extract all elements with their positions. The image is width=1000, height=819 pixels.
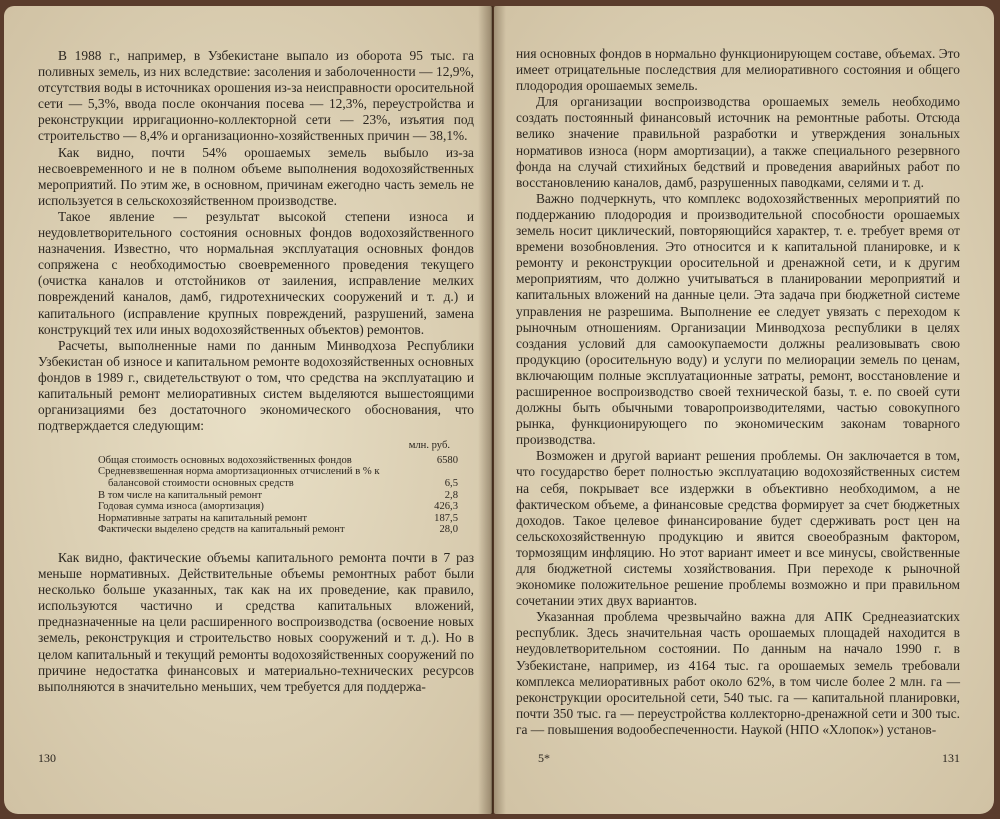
table-row [98, 466, 458, 489]
data-table [98, 440, 458, 536]
table-unit: млн. руб. [408, 440, 450, 452]
right-page [494, 6, 994, 814]
paragraph: Для организации воспроизводства орошаемых земель необходимо создать постоянный финансовый источник на ремонтные работы. Отсюда велико значение правильной разработки и утверждения зональных нормативов износа (норм амортизации), а также специального резервного фонда на случай стихийных бедствий и проведения аварийных работ по восстановлению каналов, дамб, разрушенных паводками, селями и т. д. [516, 94, 960, 190]
row-value: 6,5 [444, 478, 458, 490]
paragraph: ния основных фондов в нормально функционирующем составе, объемах. Это имеет отрицательные последствия для мелиоративного состояния и общего плодородия орошаемых земель. [516, 46, 960, 94]
paragraph: Такое явление — результат высокой степени износа и неудовлетворительного состояния основных фондов водохозяйственного назначения. Известно, что нормальная эксплуатация основных фондов сопряжена с необходимостью своевременного проведения текущего (очистка каналов и отстойников от заиления, исправление мелких повреждений каналов, дамб, гидротехнических сооружений и т. д.) и капитального (исправление крупных повреждений, разрушений, замена конструкций тех или иных водохозяйственных объектов) ремонтов. [38, 208, 474, 337]
row-value: 2,8 [444, 489, 458, 501]
row-label: Общая стоимость основных водохозяйственных фондов [98, 454, 352, 466]
row-value: 28,0 [439, 524, 458, 536]
row-value: 6580 [436, 454, 458, 466]
left-page [4, 6, 492, 814]
paragraph: Как видно, почти 54% орошаемых земель выбыло из-за несвоевременного и не в полном объеме выполнения водохозяйственных мероприятий. По этим же, в основном, причинам ежегодно часть земель не используется в сельскохозяйственном производстве. [38, 144, 474, 208]
paragraph: В 1988 г., например, в Узбекистане выпало из оборота 95 тыс. га поливных земель, из них вследствие: засоления и заболоченности — 12,9%, отсутствия воды в источниках орошения из-за неисправности оросительной сети — 5,3%, ввода после окончания посева — 12,3%, переустройства и реконструкции ирригационно-коллекторной сети — 23%, изъятия под строительство — 8,4% и организационно-хозяйственных причин — 38,1%. [38, 48, 474, 144]
row-value: 187,5 [434, 512, 458, 524]
row-label: Фактически выделено средств на капитальный ремонт [98, 524, 345, 536]
paragraph: Возможен и другой вариант решения проблемы. Он заключается в том, что государство берет полностью эксплуатацию водохозяйственных систем на себя, покрывает все издержки в объективно необходимом, а не фактическом объеме, а финансовые средства формирует за счет бюджетных доходов. Такое целевое финансирование будет сдерживать рост цен на сельскохозяйственную продукцию и явится своеобразным фактором, тормозящим инфляцию. Но этот вариант имеет и все минусы, свойственные для бюджетной системы хозяйствования. При переходе к рыночной экономике положительное решение проблемы возможно и при правильном сочетании этих двух вариантов. [516, 448, 960, 609]
paragraph: Как видно, фактические объемы капитального ремонта почти в 7 раз меньше нормативных. Действительные объемы ремонтных работ были несколько больше указанных, так как на их проведение, как правило, используются частично и средства капитальных вложений, предназначенные на цели расширенного воспроизводства (освоение новых земель, реконструкция и строительство новых сооружений и т. д.). Но в целом капитальный и текущий ремонты водохозяйственных сооружений по причине недостатка финансовых и материально-технических ресурсов выполняются в значительно меньших, чем требуется для поддержа- [38, 550, 474, 694]
table-row [98, 524, 458, 536]
table-row [98, 455, 458, 467]
paragraph: Расчеты, выполненные нами по данным Минводхоза Республики Узбекистан об износе и капитальном ремонте водохозяйственных основных фондов в 1989 г., свидетельствуют о том, что средства на эксплуатацию и капитальный ремонт мелиоративных систем выделяются вышестоящими организациями без достаточного экономического обоснования, что подтверждается следующим: [38, 337, 474, 434]
book-gutter [478, 6, 506, 814]
row-label: В том числе на капитальный ремонт [98, 489, 262, 501]
row-label: Нормативные затраты на капитальный ремонт [98, 512, 308, 524]
row-value: 426,3 [434, 501, 458, 513]
paragraph: Указанная проблема чрезвычайно важна для АПК Среднеазиатских республик. Здесь значительная часть орошаемых площадей находится в неудовлетворительном состоянии. По данным на начало 1990 г. в Узбекистане, например, из 4164 тыс. га орошаемых земель требовали комплекса мелиоративных работ около 62%, в том числе более 2 млн. га — реконструкции оросительной сети, 540 тыс. га — капитальной планировки, почти 350 тыс. га — переустройства коллекторно-дренажной сети и 300 тыс. га — повышения водообеспеченности. Наукой (НПО «Хлопок») установ- [516, 609, 960, 737]
paragraph: Важно подчеркнуть, что комплекс водохозяйственных мероприятий по поддержанию плодородия и производительной способности орошаемых земель носит циклический, повторяющийся характер, т. е. требует время от времени возобновления. Это относится и к капитальной планировке, и к ремонту и реконструкции оросительной и дренажной сети, и к другим мероприятиям, что должно учитываться в планировании мероприятий и капитальных вложений на данные цели. Эта задача при бюджетной системе управления не разрешима. Выполнение ее следует увязать с переходом к рыночным отношениям. Организации Минводхоза республики в целях создания условий для самоокупаемости должны реализовывать свою продукцию (оросительную воду) и услуги по мелиорации земель по ценам, включающим полные эксплуатационные затраты, ремонт, восстановление и расширенное воспроизводство своей технической базы, т. е. по своей сути должны быть обычными товаропроизводителями, частью совокупного рынка, функционирующего по экономическим законам товарного производства. [516, 190, 960, 448]
page-number: 130 [38, 751, 56, 765]
row-label: Годовая сумма износа (амортизация) [98, 501, 264, 513]
page-number: 131 [942, 751, 960, 765]
table-row [98, 490, 458, 502]
table-row [98, 501, 458, 513]
signature-mark: 5* [538, 751, 550, 765]
row-label: Средневзвешенная норма амортизационных отчислений в % к балансовой стоимости основных средств [98, 466, 380, 490]
table-row [98, 513, 458, 525]
